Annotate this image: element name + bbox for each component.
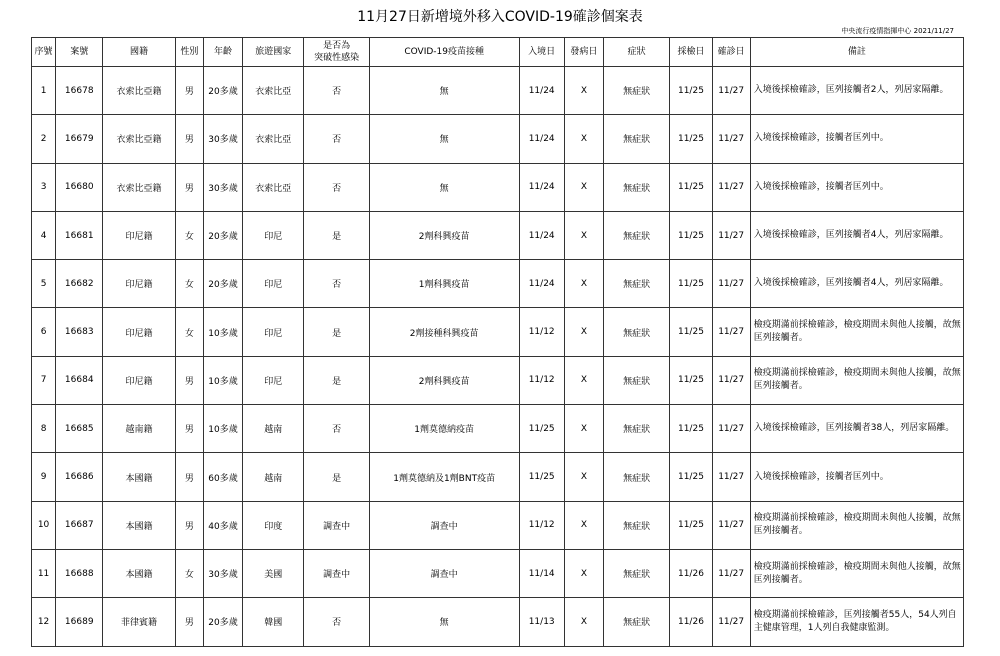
column-header: 旅遊國家 xyxy=(243,38,304,67)
table-cell: 16681 xyxy=(56,211,103,259)
table-cell: 印度 xyxy=(243,501,304,549)
table-cell: 16682 xyxy=(56,260,103,308)
table-cell: 男 xyxy=(175,598,203,646)
table-cell: 1 xyxy=(32,67,56,115)
table-cell: X xyxy=(564,260,603,308)
table-cell: 無 xyxy=(369,67,519,115)
table-cell: 11/24 xyxy=(519,115,564,163)
table-cell: 入境後採檢確診，接觸者匡列中。 xyxy=(750,453,963,501)
table-cell: 11/24 xyxy=(519,67,564,115)
table-cell: 2劑科興疫苗 xyxy=(369,211,519,259)
table-cell: 無症狀 xyxy=(604,260,670,308)
table-cell: 衣索比亞 xyxy=(243,67,304,115)
table-cell: 檢疫期滿前採檢確診，檢疫期間未與他人接觸，故無匡列接觸者。 xyxy=(750,308,963,356)
table-cell: 10多歲 xyxy=(203,405,242,453)
table-row xyxy=(32,453,964,501)
table-cell: 越南 xyxy=(243,453,304,501)
table-row xyxy=(32,405,964,453)
table-cell: 檢疫期滿前採檢確診，檢疫期間未與他人接觸，故無匡列接觸者。 xyxy=(750,356,963,404)
column-header: 採檢日 xyxy=(670,38,712,67)
table-cell: X xyxy=(564,115,603,163)
table-cell: 11 xyxy=(32,549,56,597)
table-cell: 11/12 xyxy=(519,356,564,404)
table-cell: 衣索比亞 xyxy=(243,163,304,211)
table-cell: 男 xyxy=(175,405,203,453)
table-cell: 30多歲 xyxy=(203,163,242,211)
table-cell: 7 xyxy=(32,356,56,404)
table-cell: 2 xyxy=(32,115,56,163)
table-cell: 11/27 xyxy=(712,67,750,115)
table-cell: 11/25 xyxy=(670,405,712,453)
table-cell: 16689 xyxy=(56,598,103,646)
source-label: 中央流行疫情指揮中心 2021/11/27 xyxy=(841,27,954,35)
table-cell: X xyxy=(564,501,603,549)
table-cell: X xyxy=(564,598,603,646)
table-cell: 男 xyxy=(175,453,203,501)
table-cell: 11/27 xyxy=(712,501,750,549)
column-header: 是否為 突破性感染 xyxy=(304,38,369,67)
table-row xyxy=(32,308,964,356)
table-cell: X xyxy=(564,453,603,501)
table-cell: 無症狀 xyxy=(604,163,670,211)
table-cell: 否 xyxy=(304,260,369,308)
table-cell: 11/25 xyxy=(670,453,712,501)
table-cell: 8 xyxy=(32,405,56,453)
table-cell: 調查中 xyxy=(369,501,519,549)
table-cell: 美國 xyxy=(243,549,304,597)
table-cell: 9 xyxy=(32,453,56,501)
table-cell: 11/26 xyxy=(670,549,712,597)
table-cell: 20多歲 xyxy=(203,260,242,308)
table-cell: 衣索比亞 xyxy=(243,115,304,163)
table-cell: 女 xyxy=(175,549,203,597)
table-row xyxy=(32,163,964,211)
table-cell: 無症狀 xyxy=(604,67,670,115)
column-header: 發病日 xyxy=(564,38,603,67)
table-cell: 11/27 xyxy=(712,211,750,259)
table-cell: 檢疫期滿前採檢確診，檢疫期間未與他人接觸，故無匡列接觸者。 xyxy=(750,549,963,597)
table-cell: 男 xyxy=(175,163,203,211)
table-cell: 入境後採檢確診，匡列接觸者4人，列居家隔離。 xyxy=(750,211,963,259)
table-cell: 印尼籍 xyxy=(103,356,175,404)
table-cell: 16679 xyxy=(56,115,103,163)
table-cell: 菲律賓籍 xyxy=(103,598,175,646)
column-header: 性別 xyxy=(175,38,203,67)
table-cell: 無症狀 xyxy=(604,453,670,501)
table-cell: 11/27 xyxy=(712,453,750,501)
table-cell: 本國籍 xyxy=(103,501,175,549)
table-cell: 11/12 xyxy=(519,501,564,549)
table-cell: 印尼籍 xyxy=(103,211,175,259)
table-cell: 無症狀 xyxy=(604,356,670,404)
table-cell: 1劑莫德納疫苗 xyxy=(369,405,519,453)
table-cell: 衣索比亞籍 xyxy=(103,115,175,163)
table-cell: 11/24 xyxy=(519,163,564,211)
table-cell: 本國籍 xyxy=(103,453,175,501)
table-cell: X xyxy=(564,163,603,211)
table-cell: 印尼 xyxy=(243,308,304,356)
table-cell: 否 xyxy=(304,67,369,115)
table-cell: 16678 xyxy=(56,67,103,115)
table-cell: 11/25 xyxy=(670,211,712,259)
table-cell: 16688 xyxy=(56,549,103,597)
table-cell: 無症狀 xyxy=(604,308,670,356)
table-cell: X xyxy=(564,356,603,404)
column-header: 症狀 xyxy=(604,38,670,67)
table-cell: 10多歲 xyxy=(203,356,242,404)
table-cell: 4 xyxy=(32,211,56,259)
column-header: 國籍 xyxy=(103,38,175,67)
table-cell: 1劑科興疫苗 xyxy=(369,260,519,308)
table-cell: 1劑莫德納及1劑BNT疫苗 xyxy=(369,453,519,501)
table-cell: 無 xyxy=(369,598,519,646)
table-cell: 11/27 xyxy=(712,260,750,308)
table-cell: 入境後採檢確診，接觸者匡列中。 xyxy=(750,163,963,211)
column-header: 序號 xyxy=(32,38,56,67)
table-row xyxy=(32,115,964,163)
table-cell: 11/25 xyxy=(670,115,712,163)
table-cell: 印尼 xyxy=(243,211,304,259)
table-cell: 6 xyxy=(32,308,56,356)
table-cell: 無症狀 xyxy=(604,549,670,597)
table-cell: 10多歲 xyxy=(203,308,242,356)
table-cell: 16683 xyxy=(56,308,103,356)
table-cell: 入境後採檢確診，匡列接觸者4人，列居家隔離。 xyxy=(750,260,963,308)
table-row xyxy=(32,356,964,404)
table-cell: 20多歲 xyxy=(203,211,242,259)
table-cell: 女 xyxy=(175,308,203,356)
table-cell: 否 xyxy=(304,163,369,211)
table-cell: 入境後採檢確診，匡列接觸者38人，列居家隔離。 xyxy=(750,405,963,453)
table-cell: 無 xyxy=(369,163,519,211)
table-cell: 16686 xyxy=(56,453,103,501)
table-cell: 衣索比亞籍 xyxy=(103,67,175,115)
table-cell: 檢疫期滿前採檢確診，檢疫期間未與他人接觸，故無匡列接觸者。 xyxy=(750,501,963,549)
table-cell: 越南籍 xyxy=(103,405,175,453)
table-cell: 印尼籍 xyxy=(103,260,175,308)
table-cell: 11/13 xyxy=(519,598,564,646)
column-header: 入境日 xyxy=(519,38,564,67)
table-cell: 5 xyxy=(32,260,56,308)
table-cell: 2劑科興疫苗 xyxy=(369,356,519,404)
table-cell: 本國籍 xyxy=(103,549,175,597)
table-row xyxy=(32,501,964,549)
table-cell: 無症狀 xyxy=(604,598,670,646)
table-cell: 3 xyxy=(32,163,56,211)
table-cell: 男 xyxy=(175,67,203,115)
table-cell: 11/27 xyxy=(712,115,750,163)
table-cell: 11/27 xyxy=(712,356,750,404)
table-cell: 否 xyxy=(304,115,369,163)
column-header: 確診日 xyxy=(712,38,750,67)
table-cell: 11/27 xyxy=(712,549,750,597)
table-cell: X xyxy=(564,405,603,453)
table-cell: 11/25 xyxy=(670,163,712,211)
table-cell: 無症狀 xyxy=(604,501,670,549)
table-cell: 12 xyxy=(32,598,56,646)
table-cell: 11/25 xyxy=(670,308,712,356)
table-cell: 是 xyxy=(304,356,369,404)
table-cell: 60多歲 xyxy=(203,453,242,501)
column-header: 案號 xyxy=(56,38,103,67)
table-cell: 韓國 xyxy=(243,598,304,646)
table-cell: 11/27 xyxy=(712,405,750,453)
table-cell: 無 xyxy=(369,115,519,163)
table-cell: 印尼 xyxy=(243,260,304,308)
table-cell: 30多歲 xyxy=(203,115,242,163)
table-cell: 11/27 xyxy=(712,308,750,356)
table-cell: 11/25 xyxy=(519,453,564,501)
table-cell: X xyxy=(564,67,603,115)
table-cell: 2劑接種科興疫苗 xyxy=(369,308,519,356)
table-cell: 是 xyxy=(304,453,369,501)
table-cell: 11/27 xyxy=(712,163,750,211)
table-cell: 男 xyxy=(175,501,203,549)
column-header: COVID-19疫苗接種 xyxy=(369,38,519,67)
table-cell: 無症狀 xyxy=(604,405,670,453)
table-cell: 16687 xyxy=(56,501,103,549)
column-header: 備註 xyxy=(750,38,963,67)
table-cell: 20多歲 xyxy=(203,67,242,115)
table-cell: 無症狀 xyxy=(604,115,670,163)
table-cell: 40多歲 xyxy=(203,501,242,549)
table-cell: 11/25 xyxy=(670,356,712,404)
table-cell: 20多歲 xyxy=(203,598,242,646)
table-cell: X xyxy=(564,549,603,597)
table-cell: 16680 xyxy=(56,163,103,211)
header-row xyxy=(32,38,964,67)
table-body xyxy=(32,67,964,647)
table-cell: 10 xyxy=(32,501,56,549)
table-cell: 女 xyxy=(175,260,203,308)
table-row xyxy=(32,260,964,308)
table-cell: 11/27 xyxy=(712,598,750,646)
table-row xyxy=(32,598,964,646)
table-row xyxy=(32,211,964,259)
table-cell: 入境後採檢確診，匡列接觸者2人，列居家隔離。 xyxy=(750,67,963,115)
table-cell: 16684 xyxy=(56,356,103,404)
table-cell: 調查中 xyxy=(369,549,519,597)
table-cell: 30多歲 xyxy=(203,549,242,597)
table-cell: 11/25 xyxy=(519,405,564,453)
table-cell: 是 xyxy=(304,211,369,259)
table-cell: 11/26 xyxy=(670,598,712,646)
table-cell: 11/24 xyxy=(519,211,564,259)
table-cell: 入境後採檢確診，接觸者匡列中。 xyxy=(750,115,963,163)
table-cell: 衣索比亞籍 xyxy=(103,163,175,211)
column-header: 年齡 xyxy=(203,38,242,67)
table-cell: X xyxy=(564,211,603,259)
table-cell: 11/12 xyxy=(519,308,564,356)
table-cell: 男 xyxy=(175,115,203,163)
cases-table xyxy=(31,37,964,647)
page-title: 11月27日新增境外移入COVID-19確診個案表 xyxy=(357,9,643,25)
table-cell: 男 xyxy=(175,356,203,404)
table-cell: 檢疫期滿前採檢確診，匡列接觸者55人，54人列自主健康管理，1人列自我健康監測。 xyxy=(750,598,963,646)
table-cell: 11/25 xyxy=(670,501,712,549)
table-cell: 調查中 xyxy=(304,501,369,549)
table-cell: 印尼籍 xyxy=(103,308,175,356)
table-cell: 16685 xyxy=(56,405,103,453)
table-cell: 印尼 xyxy=(243,356,304,404)
table-row xyxy=(32,549,964,597)
table-cell: 無症狀 xyxy=(604,211,670,259)
table-cell: 越南 xyxy=(243,405,304,453)
table-cell: 11/25 xyxy=(670,260,712,308)
table-cell: 否 xyxy=(304,598,369,646)
table-cell: 是 xyxy=(304,308,369,356)
table-cell: 11/25 xyxy=(670,67,712,115)
table-cell: 11/14 xyxy=(519,549,564,597)
table-row xyxy=(32,67,964,115)
table-cell: X xyxy=(564,308,603,356)
table-cell: 女 xyxy=(175,211,203,259)
table-cell: 否 xyxy=(304,405,369,453)
table-cell: 11/24 xyxy=(519,260,564,308)
table-cell: 調查中 xyxy=(304,549,369,597)
